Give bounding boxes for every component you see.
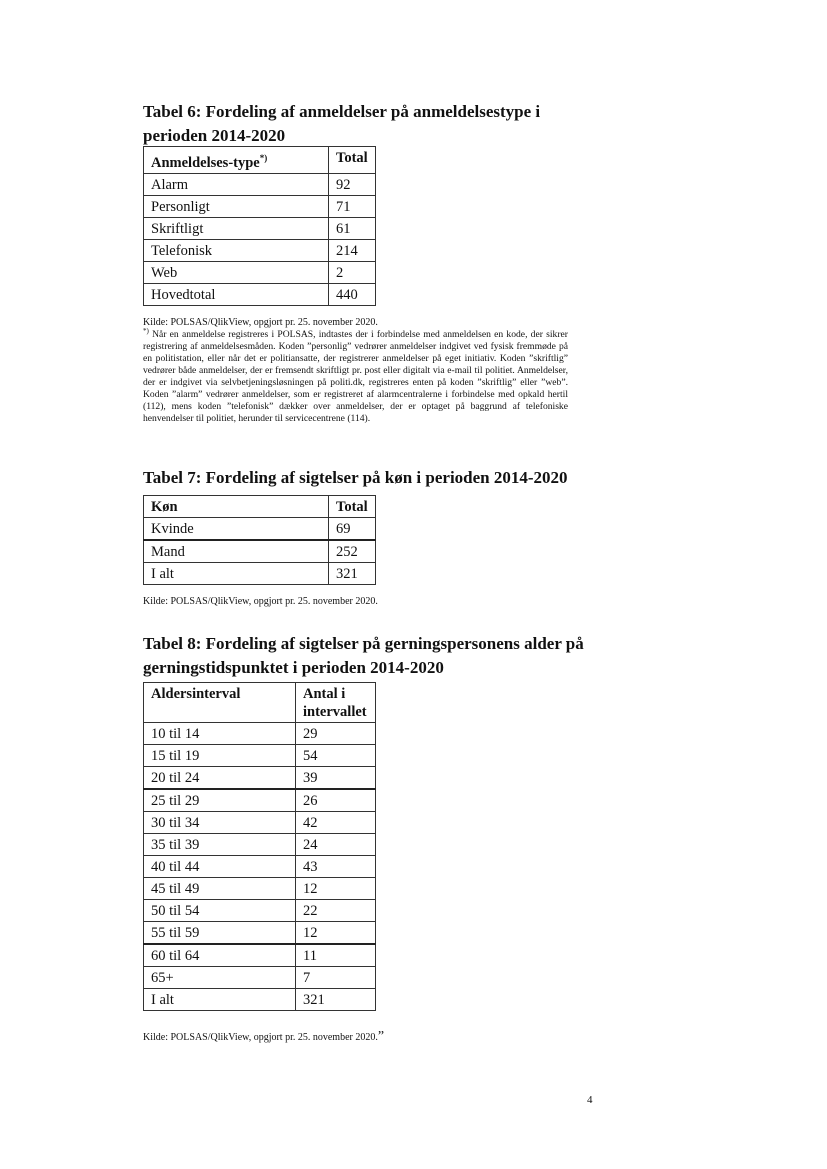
table-row bbox=[144, 745, 376, 767]
table8-col-interval: Aldersinterval bbox=[144, 683, 296, 723]
table8-row-value: 12 bbox=[296, 922, 376, 945]
table8-row-value: 22 bbox=[296, 900, 376, 922]
table7-row-value: 252 bbox=[329, 540, 376, 563]
table8-row-value: 7 bbox=[296, 967, 376, 989]
table8-header-row bbox=[144, 683, 376, 723]
table-row bbox=[144, 261, 376, 283]
table-row bbox=[144, 767, 376, 790]
table-row bbox=[144, 967, 376, 989]
table8-row-label: 40 til 44 bbox=[144, 856, 296, 878]
table6-footnote-marker: *) bbox=[143, 326, 149, 335]
table7-col-total: Total bbox=[329, 496, 376, 518]
table6-header-row bbox=[144, 147, 376, 174]
table6-row-value: 440 bbox=[329, 283, 376, 305]
table8-heading-line2: gerningstidspunktet i perioden 2014-2020 bbox=[143, 658, 444, 677]
table7-row-value: 321 bbox=[329, 563, 376, 585]
table8-heading bbox=[143, 632, 584, 680]
table8-row-label: 60 til 64 bbox=[144, 944, 296, 967]
table8-row-label: I alt bbox=[144, 989, 296, 1011]
table8-row-value: 43 bbox=[296, 856, 376, 878]
table8-row-label: 15 til 19 bbox=[144, 745, 296, 767]
table6-col-type-marker: *) bbox=[259, 153, 268, 163]
table8-row-label: 55 til 59 bbox=[144, 922, 296, 945]
table-row bbox=[144, 518, 376, 541]
table8-row-value: 321 bbox=[296, 989, 376, 1011]
table-row bbox=[144, 900, 376, 922]
table6-row-label: Personligt bbox=[144, 195, 329, 217]
table8-row-label: 30 til 34 bbox=[144, 812, 296, 834]
table6-heading-line1: Tabel 6: Fordeling af anmeldelser på anmeldelsestype i bbox=[143, 102, 541, 121]
table-row bbox=[144, 812, 376, 834]
table6-row-label: Hovedtotal bbox=[144, 283, 329, 305]
table6 bbox=[143, 146, 376, 306]
table8-row-value: 11 bbox=[296, 944, 376, 967]
table-row bbox=[144, 789, 376, 812]
table6-heading bbox=[143, 100, 540, 148]
table-row bbox=[144, 239, 376, 261]
table8-row-value: 24 bbox=[296, 834, 376, 856]
table6-row-value: 92 bbox=[329, 173, 376, 195]
table6-col-type bbox=[144, 147, 329, 174]
table8-row-label: 50 til 54 bbox=[144, 900, 296, 922]
table8-row-value: 26 bbox=[296, 789, 376, 812]
table8-row-label: 45 til 49 bbox=[144, 878, 296, 900]
page-number: 4 bbox=[587, 1094, 593, 1106]
table-row bbox=[144, 878, 376, 900]
table7 bbox=[143, 495, 376, 585]
table-row bbox=[144, 283, 376, 305]
table6-footnote bbox=[143, 326, 568, 425]
table7-row-label: Mand bbox=[144, 540, 329, 563]
table8-row-value: 54 bbox=[296, 745, 376, 767]
table6-row-label: Telefonisk bbox=[144, 239, 329, 261]
table8-col-count bbox=[296, 683, 376, 723]
table8-col-count-line1: Antal i bbox=[303, 686, 346, 702]
table8-row-label: 10 til 14 bbox=[144, 723, 296, 745]
table-row bbox=[144, 944, 376, 967]
table6-col-type-label: Anmeldelses-type bbox=[151, 154, 260, 171]
table-row bbox=[144, 173, 376, 195]
table8-row-label: 65+ bbox=[144, 967, 296, 989]
table6-col-total: Total bbox=[329, 147, 376, 174]
table8-row-label: 35 til 39 bbox=[144, 834, 296, 856]
table-row bbox=[144, 922, 376, 945]
table8-source bbox=[143, 1029, 385, 1044]
table6-source: Kilde: POLSAS/QlikView, opgjort pr. 25. november 2020. bbox=[143, 317, 378, 328]
table8-row-label: 20 til 24 bbox=[144, 767, 296, 790]
table6-heading-line2: perioden 2014-2020 bbox=[143, 126, 286, 145]
table7-row-label: I alt bbox=[144, 563, 329, 585]
table-row bbox=[144, 563, 376, 585]
table6-row-value: 2 bbox=[329, 261, 376, 283]
table8-source-text: Kilde: POLSAS/QlikView, opgjort pr. 25. november 2020. bbox=[143, 1032, 378, 1043]
table-row bbox=[144, 856, 376, 878]
table6-row-value: 214 bbox=[329, 239, 376, 261]
table7-row-value: 69 bbox=[329, 518, 376, 541]
table7-heading: Tabel 7: Fordeling af sigtelser på køn i perioden 2014-2020 bbox=[143, 468, 568, 487]
table8-row-label: 25 til 29 bbox=[144, 789, 296, 812]
table7-source: Kilde: POLSAS/QlikView, opgjort pr. 25. november 2020. bbox=[143, 596, 378, 607]
table6-row-value: 61 bbox=[329, 217, 376, 239]
table8-col-count-line2: intervallet bbox=[303, 704, 367, 720]
table7-row-label: Kvinde bbox=[144, 518, 329, 541]
table-row bbox=[144, 989, 376, 1011]
table8-heading-line1: Tabel 8: Fordeling af sigtelser på gerningspersonens alder på bbox=[143, 634, 584, 653]
table6-footnote-text: Når en anmeldelse registreres i POLSAS, indtastes der i forbindelse med anmeldelsen en kode, der sikrer registrering af anmeldelsesmåden. Koden ”personlig” vedrører anmeldelser indgivet ved fysisk fremmøde på en politistation, eller når det er politiansatte, der registrerer anmeldelser på eget initiativ. Koden ”skriftlig” vedrører både anmeldelser, der er fremsendt skriftligt pr. post eller digitalt via e-mail til politiet. Anmeldelser, der er indgivet via selvbetjeningsløsningen på politi.dk, registreres enten på koden ”skriftlig” eller ”web”. Koden ”alarm” vedrører anmeldelser, som er registreret af alarmcentralerne i forbindelse med opkald hertil (112), mens koden ”telefonisk” dækker over anmeldelser, der er optaget på baggrund af telefoniske henvendelser til politiet, herunder til servicecentrene (114). bbox=[143, 329, 568, 424]
table8-row-value: 29 bbox=[296, 723, 376, 745]
table-row bbox=[144, 540, 376, 563]
table6-row-label: Alarm bbox=[144, 173, 329, 195]
table7-header-row bbox=[144, 496, 376, 518]
table6-row-value: 71 bbox=[329, 195, 376, 217]
table8-row-value: 12 bbox=[296, 878, 376, 900]
table6-row-label: Web bbox=[144, 261, 329, 283]
table-row bbox=[144, 195, 376, 217]
table7-col-gender: Køn bbox=[144, 496, 329, 518]
table-row bbox=[144, 723, 376, 745]
table-row bbox=[144, 834, 376, 856]
table-row bbox=[144, 217, 376, 239]
table8-row-value: 39 bbox=[296, 767, 376, 790]
closing-quote: ” bbox=[377, 1029, 385, 1044]
table8-row-value: 42 bbox=[296, 812, 376, 834]
table6-row-label: Skriftligt bbox=[144, 217, 329, 239]
table8 bbox=[143, 682, 376, 1011]
